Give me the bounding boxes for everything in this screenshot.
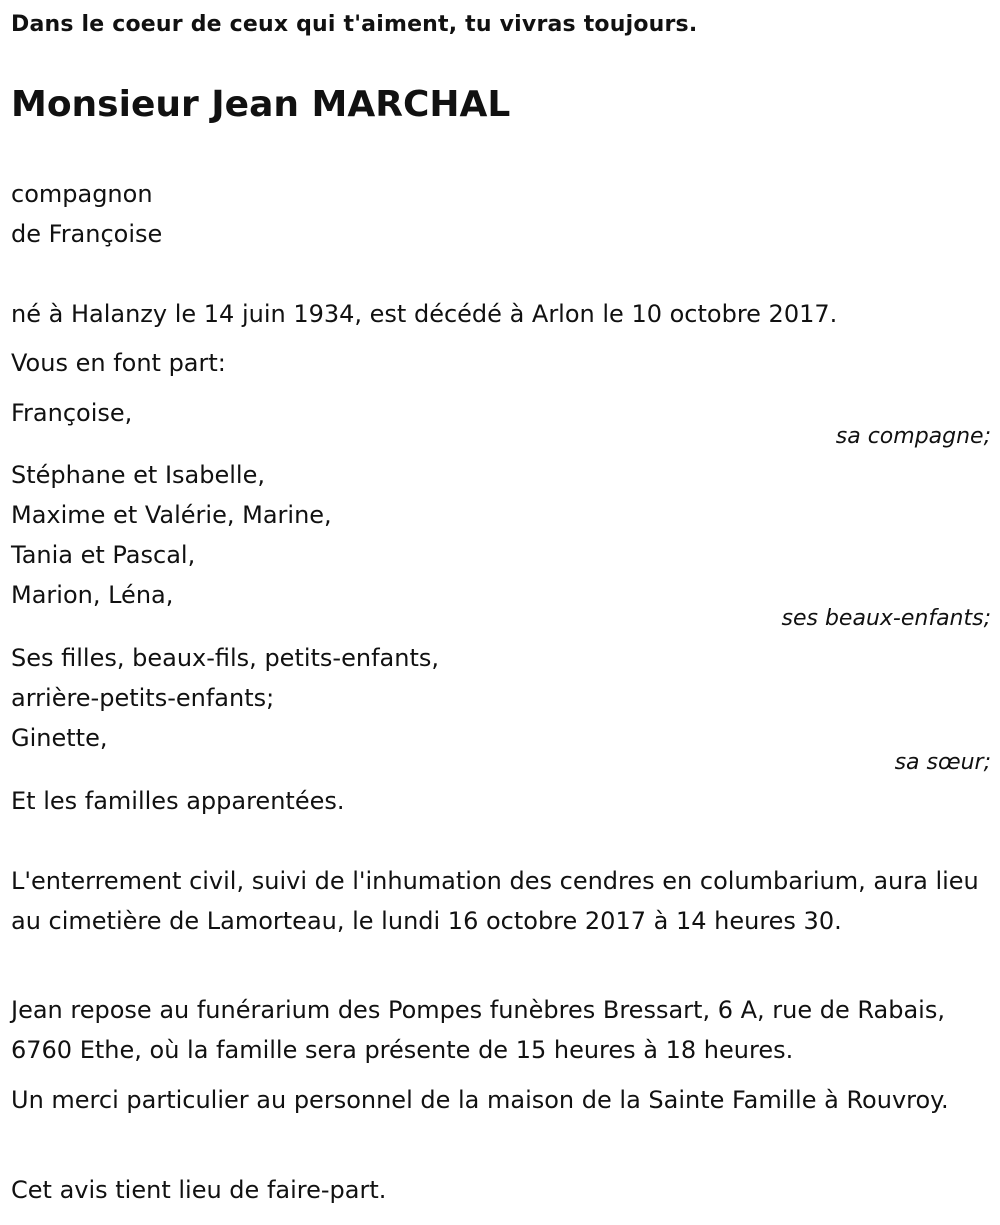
family-name-line: Ginette, [11,724,108,752]
family-name-line: arrière-petits-enfants; [11,684,275,712]
family-relation: sa compagne; [835,424,991,449]
family-name-line: Stéphane et Isabelle, [11,461,265,489]
funeral-paragraph: L'enterrement civil, suivi de l'inhumation des cendres en columbarium, aura lieu au cimetière de Lamorteau, le lundi 16 octobre 2017 à 14 heures 30. [11,867,979,935]
families-line: Et les familles apparentées. [11,787,345,815]
relation-line: de Françoise [11,220,163,248]
family-relation: ses beaux-enfants; [781,606,991,631]
closing-line: Cet avis tient lieu de faire-part. [11,1176,387,1204]
family-name-line: Tania et Pascal, [11,541,196,569]
family-relation: sa sœur; [894,750,991,775]
family-name-line: Marion, Léna, [11,581,174,609]
viewing-paragraph: Jean repose au funérarium des Pompes funèbres Bressart, 6 A, rue de Rabais, 6760 Ethe, où la famille sera présente de 15 heures à 18 heures. [11,996,945,1064]
family-name-line: Maxime et Valérie, Marine, [11,501,332,529]
birth-death-line: né à Halanzy le 14 juin 1934, est décédé à Arlon le 10 octobre 2017. [11,300,838,328]
epigraph: Dans le coeur de ceux qui t'aiment, tu vivras toujours. [11,12,698,37]
deceased-name: Monsieur Jean MARCHAL [11,84,511,125]
announce-intro: Vous en font part: [11,349,226,377]
relation-line: compagnon [11,180,153,208]
family-name-line: Françoise, [11,399,133,427]
family-name-line: Ses filles, beaux-fils, petits-enfants, [11,644,439,672]
thanks-paragraph: Un merci particulier au personnel de la maison de la Sainte Famille à Rouvroy. [11,1086,949,1114]
